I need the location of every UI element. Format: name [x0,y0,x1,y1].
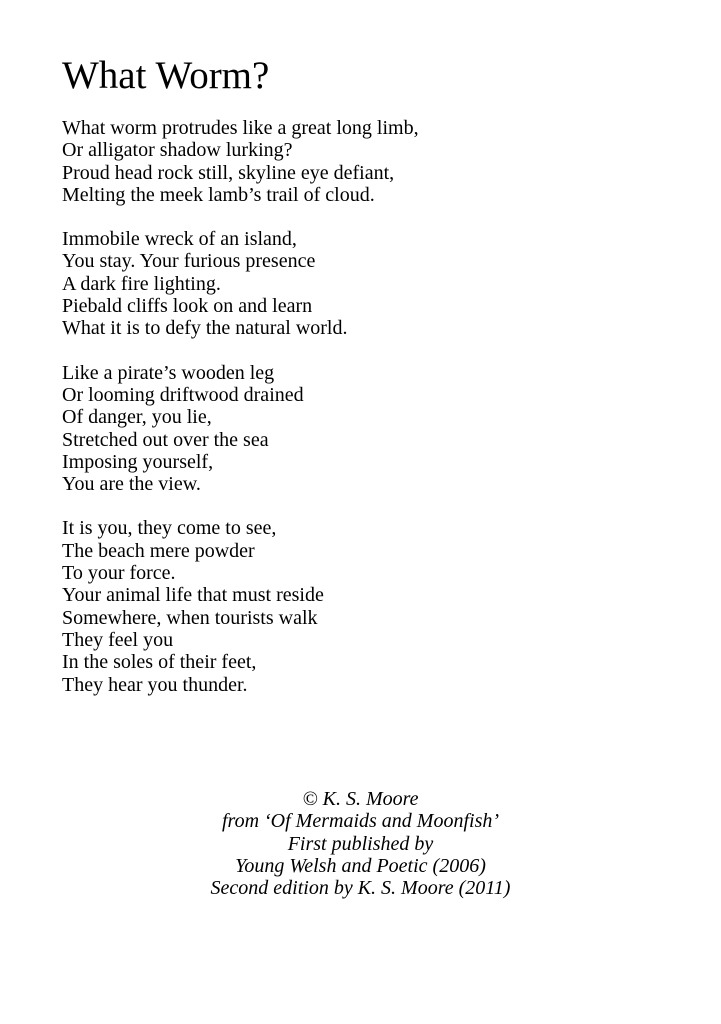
publisher-line: Young Welsh and Poetic (2006) [235,854,486,877]
poem-line: Stretched out over the sea [62,428,269,451]
poem-line: Your animal life that must reside [62,584,324,607]
poem-line: Somewhere, when tourists walk [62,606,318,629]
poem-line: They hear you thunder. [62,673,248,696]
poem-line: Imposing yourself, [62,450,214,473]
poem-line: Of danger, you lie, [62,406,212,429]
first-published-line: First published by [287,832,434,855]
poem-line: Proud head rock still, skyline eye defiant, [62,161,395,184]
poem-line: They feel you [62,628,174,651]
poem-line: What it is to defy the natural world. [62,317,348,340]
copyright-line: © K. S. Moore [302,788,419,810]
stanza-2 [62,228,682,339]
poem-line: A dark fire lighting. [62,272,221,295]
poem-line: In the soles of their feet, [62,651,257,674]
poem-line: You stay. Your furious presence [62,250,316,273]
poem-line: The beach mere powder [62,539,255,562]
poem-title: What Worm? [62,54,270,97]
credits-block [0,788,721,899]
second-edition-line: Second edition by K. S. Moore (2011) [210,877,511,900]
poem-body [62,117,682,718]
poem-line: Like a pirate’s wooden leg [62,361,275,384]
poem-line: Or alligator shadow lurking? [62,139,293,162]
poem-line: Immobile wreck of an island, [62,228,297,251]
poem-line: What worm protrudes like a great long limb, [62,117,419,139]
poem-line: You are the view. [62,473,201,496]
stanza-4 [62,517,682,695]
poem-line: To your force. [62,562,176,585]
poem-line: It is you, they come to see, [62,517,277,540]
poem-line: Piebald cliffs look on and learn [62,295,313,318]
poem-line: Or looming driftwood drained [62,383,304,406]
stanza-1 [62,117,682,206]
source-book-line: from ‘Of Mermaids and Moonfish’ [221,810,500,833]
poem-line: Melting the meek lamb’s trail of cloud. [62,183,375,206]
stanza-3 [62,362,682,496]
